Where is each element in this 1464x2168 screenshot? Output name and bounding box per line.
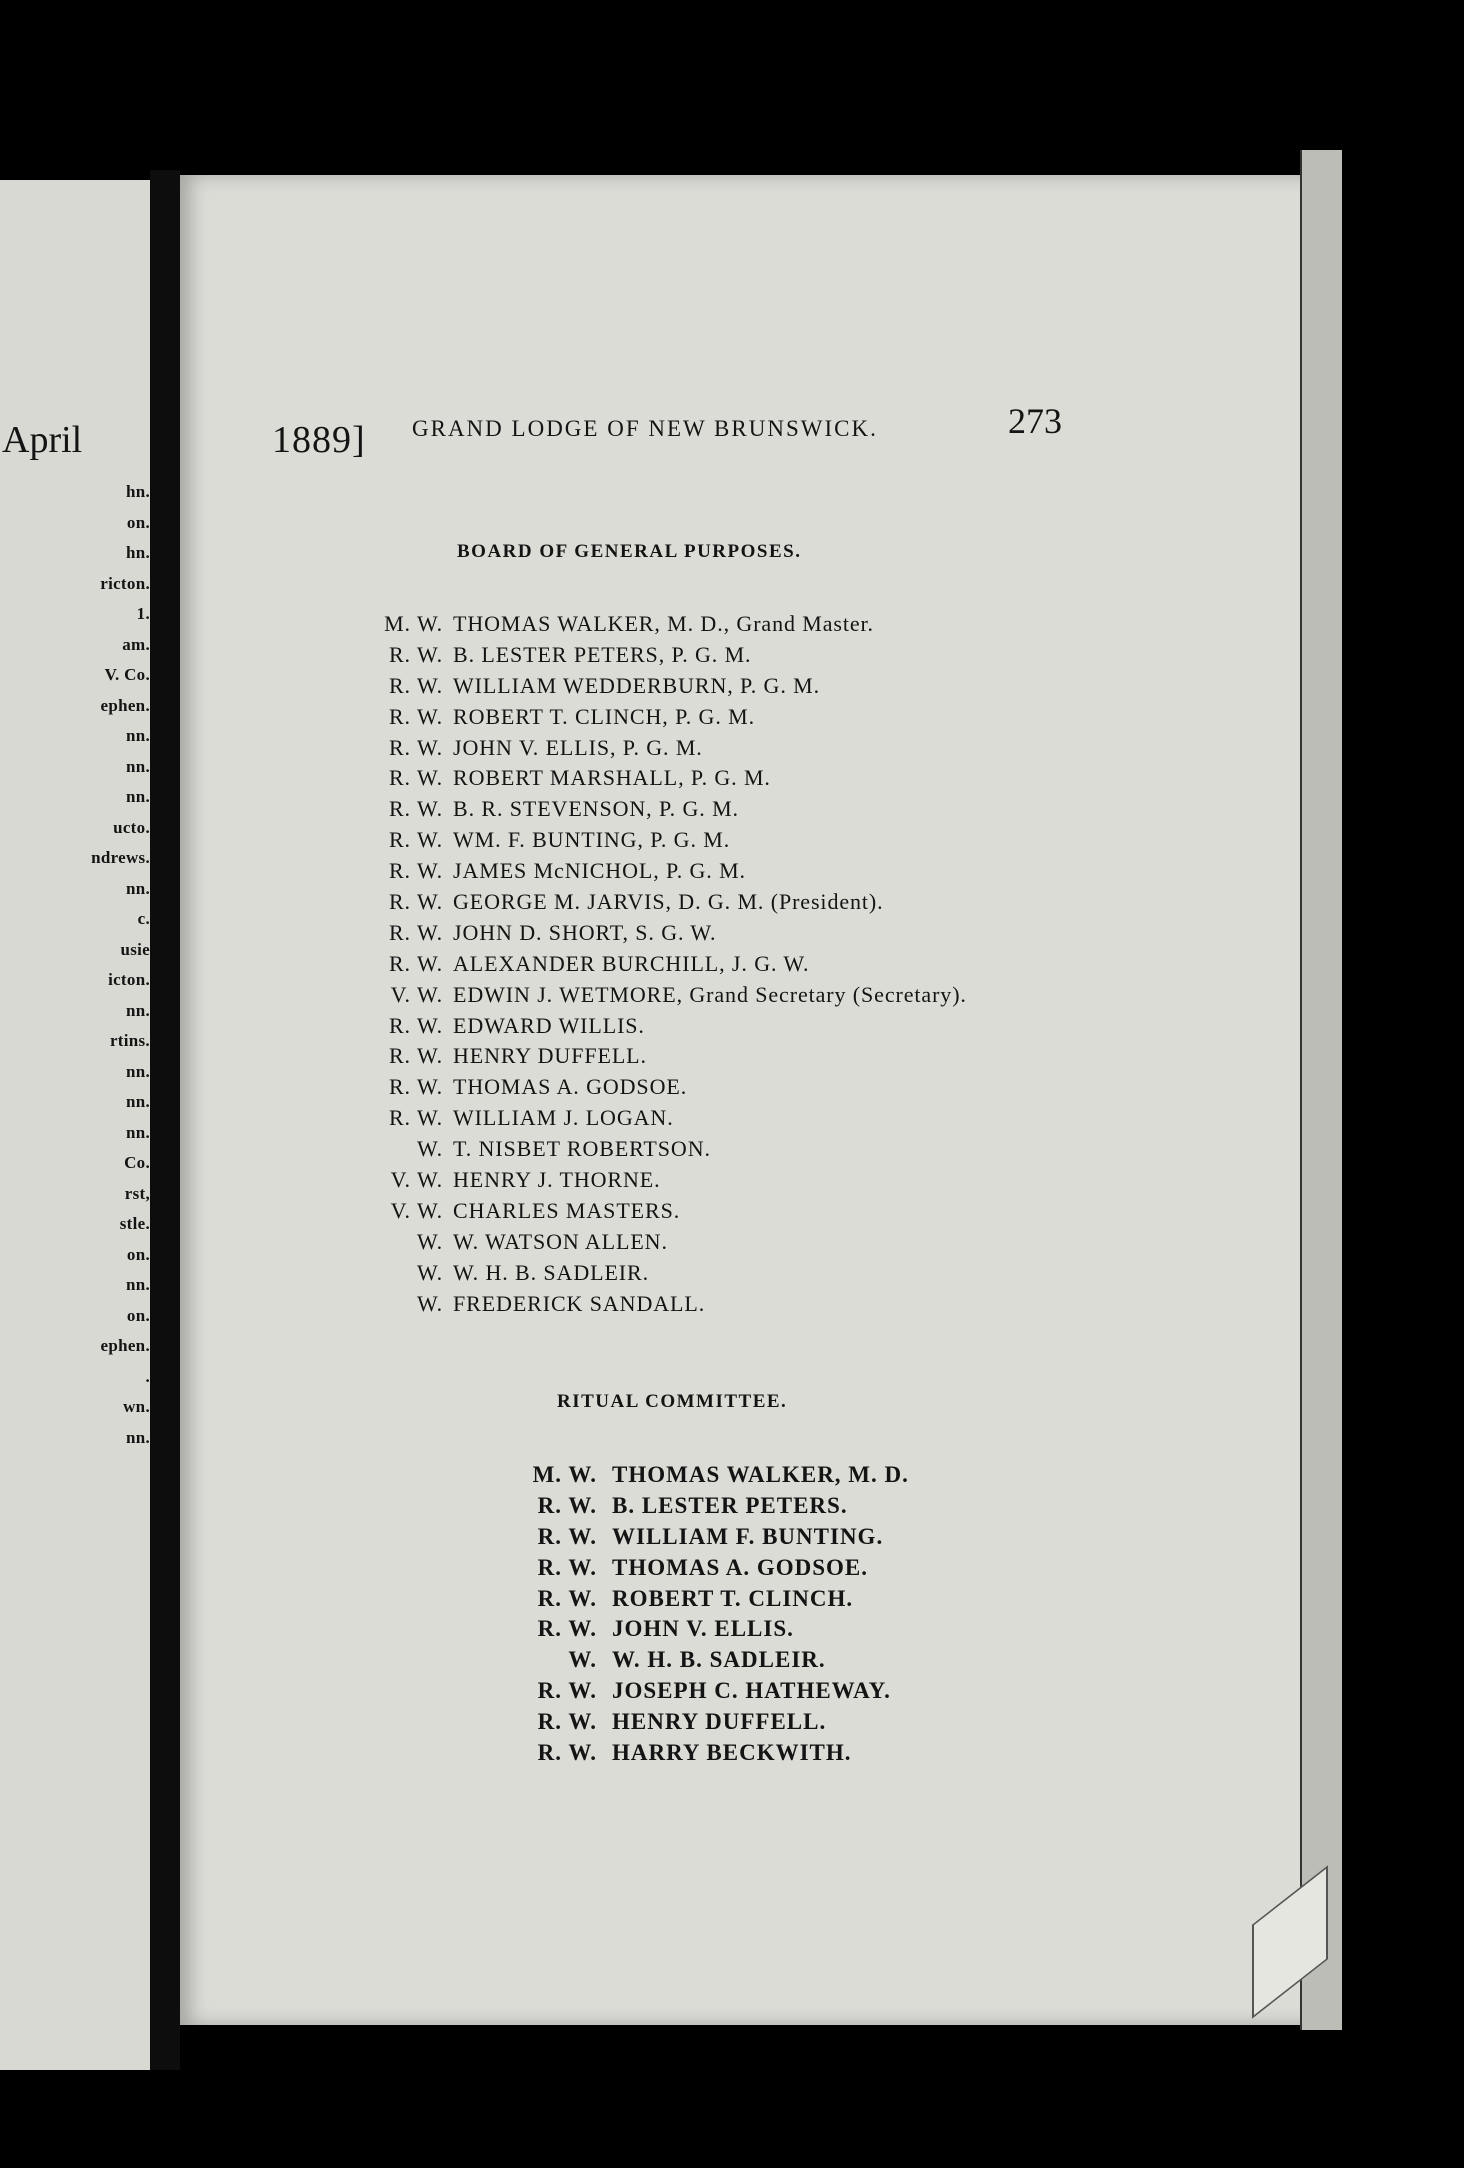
member-rank: R. W. bbox=[388, 796, 443, 822]
facing-page-line-end: hn. bbox=[125, 482, 150, 501]
board-section-title: BOARD OF GENERAL PURPOSES. bbox=[457, 541, 802, 562]
member-row bbox=[0, 856, 1200, 887]
member-rank: W. bbox=[416, 1228, 443, 1254]
member-row bbox=[0, 1491, 1200, 1522]
facing-page-line-end: Co. bbox=[124, 1153, 150, 1172]
member-rank: R. W. bbox=[537, 1740, 597, 1766]
member-rank: R. W. bbox=[388, 919, 443, 945]
member-rank: R. W. bbox=[388, 672, 443, 698]
member-row bbox=[0, 1676, 1200, 1707]
page-number: 273 bbox=[1008, 401, 1062, 441]
member-name: B. R. STEVENSON, P. G. M. bbox=[453, 796, 739, 822]
facing-page-line-end: wn. bbox=[123, 1397, 150, 1416]
ritual-section-title: RITUAL COMMITTEE. bbox=[557, 1391, 788, 1412]
member-name: JOHN V. ELLIS. bbox=[612, 1616, 794, 1642]
member-name: T. NISBET ROBERTSON. bbox=[453, 1136, 711, 1162]
member-rank: W. bbox=[416, 1290, 443, 1316]
facing-page-line-end: c. bbox=[137, 909, 150, 928]
member-name: ROBERT T. CLINCH. bbox=[612, 1585, 854, 1611]
member-row bbox=[0, 1011, 1200, 1042]
member-row bbox=[0, 1072, 1200, 1103]
member-name: ALEXANDER BURCHILL, J. G. W. bbox=[453, 950, 810, 976]
facing-page-line-end: ephen. bbox=[100, 1336, 150, 1355]
member-name: EDWARD WILLIS. bbox=[453, 1012, 645, 1038]
member-name: THOMAS A. GODSOE. bbox=[453, 1074, 688, 1100]
member-name: THOMAS WALKER, M. D., Grand Master. bbox=[453, 611, 874, 636]
facing-page-line-end: rtins. bbox=[109, 1031, 150, 1050]
member-rank: R. W. bbox=[388, 1105, 443, 1131]
facing-page-line-end: nn. bbox=[125, 1427, 150, 1447]
member-row bbox=[0, 1584, 1200, 1615]
facing-page-line-end: am. bbox=[122, 634, 150, 654]
member-rank: R. W. bbox=[388, 734, 443, 760]
member-row bbox=[0, 1553, 1200, 1584]
member-row bbox=[0, 1134, 1200, 1165]
facing-page-line-end: nn. bbox=[125, 726, 150, 745]
member-row bbox=[0, 1041, 1200, 1072]
running-title: GRAND LODGE OF NEW BRUNSWICK. bbox=[412, 416, 878, 441]
member-name: THOMAS WALKER, M. D. bbox=[612, 1462, 909, 1487]
facing-page-line-end: on. bbox=[126, 512, 150, 532]
member-rank: R. W. bbox=[388, 641, 443, 667]
member-rank: R. W. bbox=[537, 1492, 597, 1518]
member-row bbox=[0, 1645, 1200, 1676]
ritual-member-list bbox=[0, 1460, 1200, 1769]
member-rank: R. W. bbox=[537, 1585, 597, 1611]
member-name: JAMES McNICHOL, P. G. M. bbox=[453, 858, 746, 884]
member-row bbox=[0, 794, 1200, 825]
board-member-list bbox=[0, 609, 1200, 1319]
member-rank: M. W. bbox=[384, 611, 443, 636]
member-name: HARRY BECKWITH. bbox=[612, 1740, 852, 1766]
member-row bbox=[0, 980, 1200, 1011]
member-row bbox=[0, 1522, 1200, 1553]
member-row bbox=[0, 702, 1200, 733]
member-rank: R. W. bbox=[388, 1074, 443, 1100]
facing-page-line-end: nn. bbox=[125, 787, 150, 806]
facing-page-line-end: nn. bbox=[125, 1000, 150, 1020]
facing-page-line-end: stle. bbox=[119, 1214, 150, 1233]
member-row bbox=[0, 825, 1200, 856]
member-row bbox=[0, 1227, 1200, 1258]
member-rank: R. W. bbox=[537, 1709, 597, 1735]
member-rank: R. W. bbox=[388, 858, 443, 884]
member-rank: R. W. bbox=[537, 1554, 597, 1580]
member-name: W. WATSON ALLEN. bbox=[453, 1228, 668, 1254]
facing-page-line-end: on. bbox=[126, 1244, 150, 1264]
member-name: JOSEPH C. HATHEWAY. bbox=[612, 1678, 891, 1704]
facing-page-line-end: nn. bbox=[125, 756, 150, 776]
member-row bbox=[0, 1165, 1200, 1196]
member-rank: R. W. bbox=[388, 1012, 443, 1038]
member-row bbox=[0, 1289, 1200, 1320]
member-row bbox=[0, 1103, 1200, 1134]
facing-page-line-end: nn. bbox=[125, 1061, 150, 1081]
facing-page-line-end: on. bbox=[126, 1305, 150, 1325]
member-row bbox=[0, 949, 1200, 980]
member-rank: M. W. bbox=[532, 1462, 597, 1487]
member-name: HENRY DUFFELL. bbox=[453, 1043, 647, 1069]
member-name: WILLIAM J. LOGAN. bbox=[453, 1105, 674, 1131]
member-row bbox=[0, 1460, 1200, 1491]
facing-page-line-end: usie bbox=[120, 939, 150, 959]
facing-page-line-end: icton. bbox=[108, 970, 150, 989]
facing-page-line-end: nn. bbox=[125, 1092, 150, 1111]
member-row bbox=[0, 1258, 1200, 1289]
page-edge-stack bbox=[1300, 150, 1342, 2030]
member-row bbox=[0, 1196, 1200, 1227]
member-rank: R. W. bbox=[388, 1043, 443, 1069]
member-row bbox=[0, 671, 1200, 702]
member-name: W. H. B. SADLEIR. bbox=[612, 1647, 826, 1673]
member-rank: V. W. bbox=[390, 981, 443, 1007]
facing-page-line-end: hn. bbox=[125, 543, 150, 562]
member-name: GEORGE M. JARVIS, D. G. M. (President). bbox=[453, 889, 884, 915]
member-rank: R. W. bbox=[388, 889, 443, 915]
member-rank: R. W. bbox=[388, 827, 443, 853]
member-name: WM. F. BUNTING, P. G. M. bbox=[453, 827, 731, 853]
member-name: B. LESTER PETERS. bbox=[612, 1492, 848, 1518]
member-name: W. H. B. SADLEIR. bbox=[453, 1259, 649, 1285]
member-row bbox=[0, 640, 1200, 671]
member-name: WILLIAM F. BUNTING. bbox=[612, 1523, 884, 1549]
member-name: THOMAS A. GODSOE. bbox=[612, 1554, 868, 1580]
facing-page-line-end: V. Co. bbox=[104, 665, 150, 684]
member-rank: W. bbox=[416, 1259, 443, 1285]
facing-page-line-end: ucto. bbox=[113, 817, 150, 837]
facing-page-line-end: ricton. bbox=[100, 573, 150, 593]
member-name: HENRY J. THORNE. bbox=[453, 1167, 661, 1193]
facing-page-line-end: nn. bbox=[125, 1122, 150, 1142]
member-rank: R. W. bbox=[537, 1523, 597, 1549]
member-row bbox=[0, 1614, 1200, 1645]
member-rank: W. bbox=[568, 1647, 597, 1673]
member-name: HENRY DUFFELL. bbox=[612, 1709, 827, 1735]
facing-page-line-end: nn. bbox=[125, 878, 150, 898]
facing-page-line-end: ndrews. bbox=[91, 848, 150, 867]
facing-page-line-end: . bbox=[145, 1366, 150, 1386]
member-name: ROBERT MARSHALL, P. G. M. bbox=[453, 765, 771, 791]
member-row bbox=[0, 609, 1200, 640]
member-row bbox=[0, 1707, 1200, 1738]
member-row bbox=[0, 763, 1200, 794]
facing-page-line-end: 1. bbox=[136, 604, 150, 623]
member-name: ROBERT T. CLINCH, P. G. M. bbox=[453, 703, 756, 729]
header-year: 1889] bbox=[272, 419, 366, 461]
facing-page-line-end: ephen. bbox=[100, 695, 150, 715]
member-name: B. LESTER PETERS, P. G. M. bbox=[453, 641, 752, 667]
member-rank: R. W. bbox=[388, 765, 443, 791]
member-rank: R. W. bbox=[388, 950, 443, 976]
member-name: WILLIAM WEDDERBURN, P. G. M. bbox=[453, 672, 821, 698]
member-row bbox=[0, 1738, 1200, 1769]
member-row bbox=[0, 887, 1200, 918]
facing-page-running-head: April bbox=[2, 419, 83, 461]
member-name: JOHN D. SHORT, S. G. W. bbox=[453, 919, 717, 945]
member-rank: V. W. bbox=[390, 1197, 443, 1223]
member-rank: R. W. bbox=[537, 1616, 597, 1642]
member-rank: W. bbox=[416, 1136, 443, 1162]
member-rank: R. W. bbox=[388, 703, 443, 729]
member-name: CHARLES MASTERS. bbox=[453, 1197, 681, 1223]
member-name: EDWIN J. WETMORE, Grand Secretary (Secretary). bbox=[453, 981, 967, 1007]
member-rank: V. W. bbox=[390, 1167, 443, 1193]
facing-page-line-end: rst, bbox=[124, 1183, 150, 1203]
member-name: JOHN V. ELLIS, P. G. M. bbox=[453, 734, 703, 760]
member-row bbox=[0, 918, 1200, 949]
member-rank: R. W. bbox=[537, 1678, 597, 1704]
member-name: FREDERICK SANDALL. bbox=[453, 1290, 706, 1316]
facing-page-line-end: nn. bbox=[125, 1275, 150, 1294]
member-row bbox=[0, 733, 1200, 764]
